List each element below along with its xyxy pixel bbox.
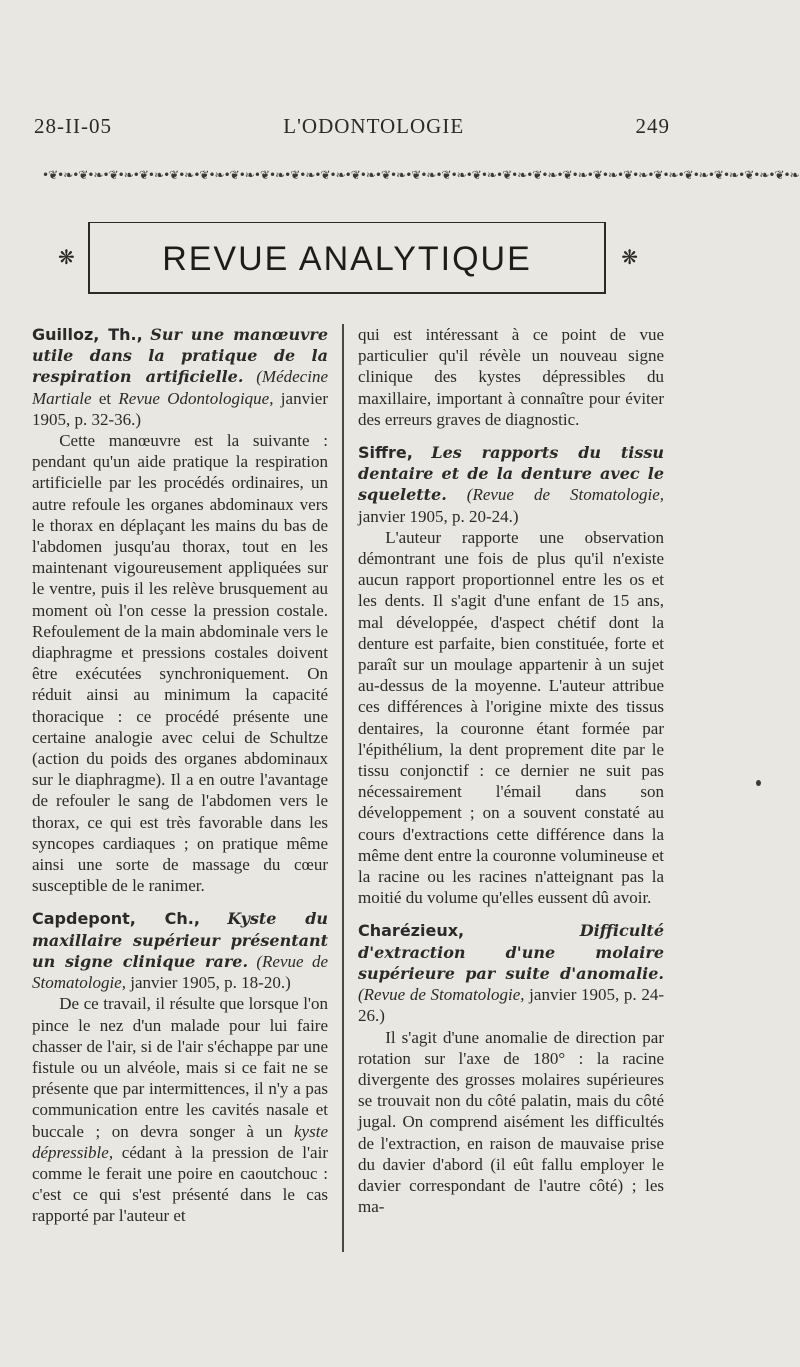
- entry-body: [32, 993, 328, 1226]
- entry-author: Capdepont, Ch.,: [32, 909, 200, 929]
- right-column: [358, 324, 664, 1217]
- entry-body-continued: qui est intéressant à ce point de vue particulier qu'il révèle un nouveau signe clinique des kystes dépressibles du maxillaire, important à connaître pour éviter des erreurs graves de diagnostic.: [358, 325, 664, 429]
- entry-source-joiner: et: [91, 388, 119, 408]
- section-banner: [58, 222, 638, 294]
- entry-source: (Revue de Stomatologie,: [466, 485, 664, 505]
- fleuron-right-icon: ❋: [621, 245, 638, 269]
- entry-source: (Médecine Martiale: [32, 367, 328, 408]
- entry-body-part-a: De ce travail, il résulte que lorsque l'on pince le nez d'un malade pour lui faire chasser de l'air, si de l'air s'échappe par une fistule ou un alvéole, mais si ce fait ne se présente que par intermittences, il n'y a pas communication entre les cavités nasale et buccale ; on devra songer à un: [32, 994, 328, 1141]
- entry-title: Kyste du maxillaire supérieur présentant un signe clinique rare.: [32, 909, 329, 971]
- column-divider: [342, 324, 344, 1252]
- entry-source-date: janvier 1905, p. 20-24.): [358, 506, 519, 526]
- entry-body: Cette manœuvre est la suivante : pendant qu'un aide pratique la respiration artificielle par les procédés ordinaires, un autre refoule les organes abdominaux vers le thorax en déplaçant les mains du bas de l'abdomen jusqu'au thorax, tout en les maintenant vigoureusement appliquées sur le ventre, puis il les relève brusquement au moment où l'on cesse la pression costale. Refoulement de la main abdominale vers le diaphragme et pressions costales doivent être exécutées synchroniquement. On réduit ainsi au minimum la capacité thoracique : ce procédé présente une certaine analogie avec celui de Schultze (action du poids des organes abdominaux sur le diaphragme). Il a en outre l'avantage de refouler le sang de l'abdomen vers le thorax, ce qui est très favorable dans les syncopes cardiaques ; on pratique même ainsi une sorte de massage du cœur susceptible de le ranimer.: [32, 431, 328, 896]
- ornamental-border: •❦•❧•❦•❧•❦•❧•❦•❧•❦•❧•❦•❧•❦•❧•❦•❧•❦•❧•❦•❧•❦•❧•❦•❧•❦•❧•❦•❧•❦•❧•❦•❧•❦•❧•❦•❧•❦•❧•❦•❧•❦•❧•❦•❧•❦•❧•❦•❧•❦•❧: [42, 168, 799, 182]
- entry-charezieux: [358, 920, 664, 1026]
- running-head: [34, 114, 670, 139]
- entry-capdepont: [32, 908, 328, 993]
- journal-name: L'ODONTOLOGIE: [283, 114, 465, 138]
- entry-source: (Revue de Stomatologie,: [32, 951, 328, 993]
- entry-guilloz: [32, 324, 328, 430]
- section-title: REVUE ANALYTIQUE: [162, 240, 532, 278]
- entry-title: Difficulté d'extraction d'une molaire supérieure par suite d'anomalie.: [358, 921, 664, 983]
- left-column: [32, 324, 328, 1227]
- ink-spot: [756, 780, 761, 786]
- entry-title: Sur une manœuvre utile dans la pratique de la respiration artificielle.: [32, 325, 328, 387]
- entry-author: Guilloz, Th.,: [32, 325, 143, 344]
- issue-date: 28-II-05: [34, 114, 112, 138]
- entry-body: Il s'agit d'une anomalie de direction par rotation sur l'axe de 180° : la racine divergente des grosses molaires supérieures se trouvait non du côté palatin, mais du côté jugal. On comprend aisément les difficultés de l'extraction, en raison de mauvaise prise du davier d'abord (il eût fallu employer le davier correspondant de l'autre côté) ; les ma-: [358, 1027, 664, 1217]
- entry-body-italic: kyste dépressible: [32, 1121, 328, 1162]
- entry-source-date: janvier 1905, p. 32-36.): [32, 388, 328, 429]
- entry-siffre: [358, 442, 664, 527]
- entry-author: Charézieux,: [358, 921, 465, 941]
- entry-body-part-b: , cédant à la pression de l'air comme le ferait une poire en caoutchouc : c'est ce qui s'est présenté dans le cas rapporté par l'auteur et: [32, 1142, 328, 1226]
- entry-author: Siffre,: [358, 443, 413, 463]
- page-number: 249: [635, 114, 670, 138]
- fleuron-left-icon: ❋: [58, 245, 75, 269]
- entry-title: Les rapports du tissu dentaire et de la denture avec le squelette.: [358, 443, 664, 505]
- entry-body: L'auteur rapporte une observation démontrant une fois de plus qu'il n'existe aucun rapport proportionnel entre les os et les dents. Il s'agit d'une enfant de 15 ans, mal développée, d'aspect chétif dont la denture est parfaite, bien constituée, forte et paraît sur un moulage appartenir à un sujet au-dessus de la moyenne. L'auteur attribue ces différences à l'origine mixte des tissus dentaires, la couronne étant formée par l'épithélium, la dent proprement dite par le tissu conjonctif : ce dernier ne suit pas nécessairement l'émail dans son développement ; on a souvent constaté au cours d'extractions cette différence dans la même dent entre la couronne volumineuse et la racine ou les racines n'atteignant pas la moitié du volume qu'elles eussent dû avoir.: [358, 527, 664, 908]
- entry-source-date: janvier 1905, p. 24-26.): [358, 985, 664, 1026]
- entry-source: (Revue de Stomatologie,: [358, 985, 525, 1005]
- entry-source-journal: Revue Odontologique,: [118, 388, 274, 408]
- entry-source-date: janvier 1905, p. 18-20.): [125, 973, 291, 993]
